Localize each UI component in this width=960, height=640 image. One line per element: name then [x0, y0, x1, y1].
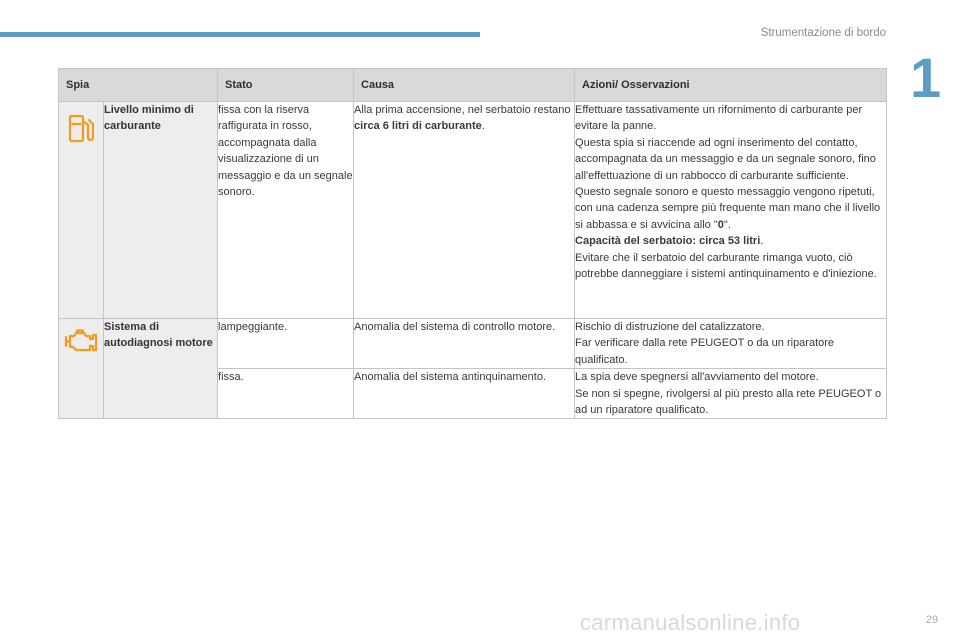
causa-cell: [354, 102, 575, 319]
azioni-text: Questo segnale sonoro e questo messaggio vengono ripetuti, con una cadenza sempre più frequente man mano che il livello si abbassa e si avvicina allo ": [575, 186, 881, 231]
azioni-text-bold: 0: [717, 218, 724, 231]
azioni-paragraph: Rischio di distruzione del catalizzatore.: [575, 321, 765, 333]
azioni-paragraph: Effettuare tassativamente un rifornimento di carburante per evitare la panne.: [575, 104, 863, 133]
tank-capacity: Capacità del serbatoio: circa 53 litri: [575, 235, 761, 248]
header-accent-bar: [0, 32, 480, 37]
azioni-cell: [575, 319, 887, 369]
azioni-text-end: ".: [723, 218, 731, 231]
stato-cell: lampeggiante.: [218, 319, 354, 369]
table-header-row: [59, 69, 887, 102]
section-title: Strumentazione di bordo: [760, 27, 886, 39]
watermark: carmanualsonline.info: [580, 610, 801, 635]
tank-capacity-end: .: [760, 235, 764, 248]
azioni-cell: [575, 369, 887, 419]
column-header-spia: Spia: [59, 69, 218, 102]
column-header-causa: Causa: [354, 69, 575, 102]
table-row: [59, 102, 887, 319]
stato-cell: fissa con la riserva raffigurata in rosso, accompagnata dalla visualizzazione di un messaggio e da un segnale sonoro.: [218, 102, 354, 319]
column-header-stato: Stato: [218, 69, 354, 102]
azioni-paragraph: [575, 233, 886, 249]
warning-name: Sistema di autodiagnosi motore: [104, 319, 218, 419]
table-row: [59, 319, 887, 369]
azioni-paragraph: Questa spia si riaccende ad ogni inserimento del contatto, accompagnata da un messaggio e da un segnale sonoro, fino all'effettuazione di un rabbocco di carburante sufficiente.: [575, 136, 876, 182]
azioni-paragraph: Far verificare dalla rete PEUGEOT o da un riparatore qualificato.: [575, 337, 835, 366]
causa-cell: Anomalia del sistema antinquinamento.: [354, 369, 575, 419]
warning-lights-table: [58, 68, 887, 419]
icon-cell: [59, 102, 104, 319]
fuel-pump-icon: [68, 112, 94, 144]
causa-cell: Anomalia del sistema di controllo motore.: [354, 319, 575, 369]
azioni-paragraph: Evitare che il serbatoio del carburante rimanga vuoto, ciò potrebbe danneggiare i sistemi antinquinamento e d'iniezione.: [575, 251, 877, 281]
azioni-cell: [575, 102, 887, 319]
chapter-number: 1: [910, 46, 942, 109]
column-header-azioni: Azioni/ Osservazioni: [575, 69, 887, 102]
engine-check-icon: [64, 329, 98, 355]
icon-cell: [59, 319, 104, 419]
stato-cell: fissa.: [218, 369, 354, 419]
causa-text-end: .: [481, 120, 485, 133]
causa-text-bold: circa 6 litri di carburante: [354, 120, 482, 133]
azioni-paragraph: [575, 184, 886, 233]
warning-name: Livello minimo di carburante: [104, 102, 218, 319]
azioni-paragraph: Se non si spegne, rivolgersi al più presto alla rete PEUGEOT o ad un riparatore qualificato.: [575, 387, 882, 417]
page-number: 29: [925, 614, 938, 626]
azioni-paragraph: La spia deve spegnersi all'avviamento del motore.: [575, 371, 819, 384]
causa-text: Alla prima accensione, nel serbatoio restano: [354, 104, 571, 116]
